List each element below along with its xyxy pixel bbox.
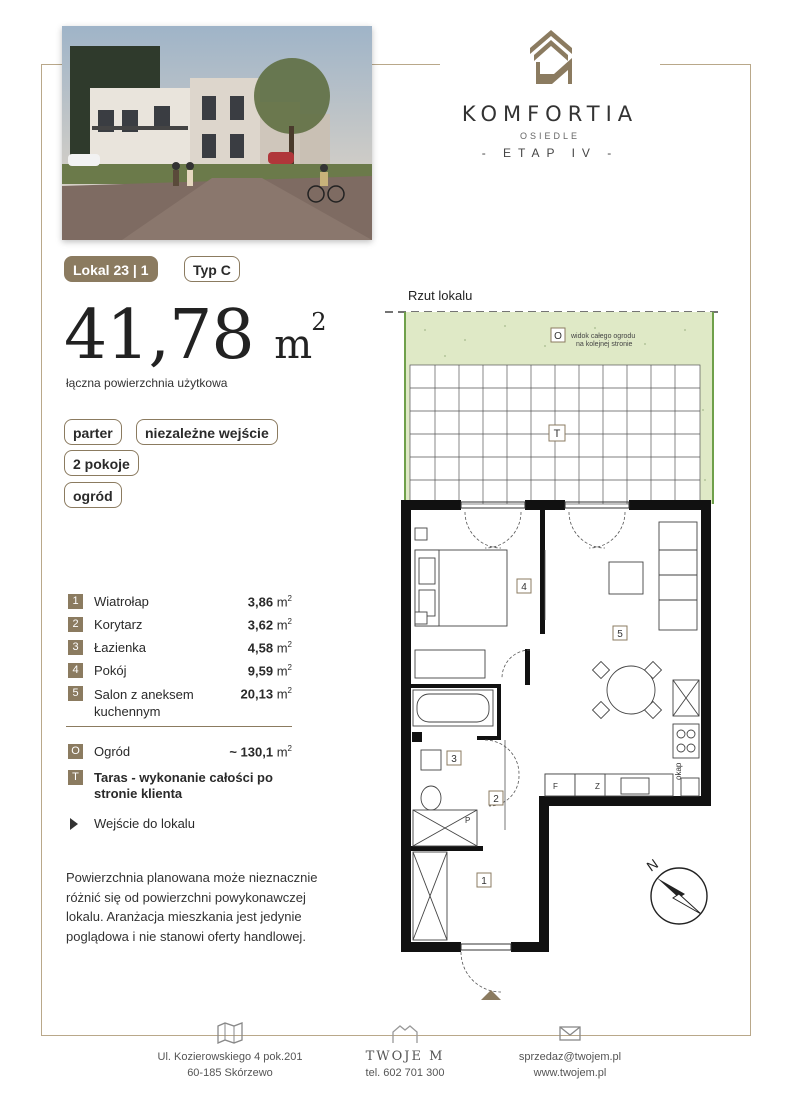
area-unit-sup: 2: [311, 308, 326, 336]
estate-photo: [62, 26, 372, 240]
room-area-unit: m: [276, 617, 288, 633]
room-row: [66, 661, 292, 684]
room-area: [248, 594, 292, 609]
room-number: 3: [68, 640, 83, 655]
address-line-1: Ul. Kozierowskiego 4 pok.201: [157, 1051, 303, 1063]
contact-email[interactable]: sprzedaz@twojem.pl: [518, 1051, 622, 1063]
room-list: [66, 592, 292, 733]
room-number: 5: [68, 686, 83, 701]
room-area-unit: m: [276, 686, 288, 702]
terrace-mark: T: [553, 428, 561, 440]
room-area-sup: 2: [287, 640, 292, 649]
okap-label: okap: [674, 762, 683, 780]
room-label: Korytarz: [94, 617, 143, 632]
room-label: Wiatrołap: [94, 594, 149, 609]
room-mark-2: 2: [493, 794, 499, 805]
room-area-value: 3,86: [247, 594, 274, 610]
room-area: [248, 617, 292, 632]
living-furniture: [545, 522, 699, 796]
entrance-arrow-icon: [70, 818, 78, 830]
legend-garden-area: [229, 744, 292, 759]
compass-label: N: [643, 855, 662, 875]
brand-block: [440, 22, 660, 172]
footer-company: [330, 1022, 480, 1081]
company-name: TWOJE M: [365, 1049, 445, 1064]
map-icon: [216, 1022, 244, 1044]
plan-title: Rzut lokalu: [408, 288, 473, 303]
garden-note-1: widok całego ogrodu: [571, 333, 636, 340]
garden-note-2: na kolejnej stronie: [576, 341, 633, 348]
washer-label: P: [465, 816, 471, 825]
contact-web[interactable]: www.twojem.pl: [533, 1067, 607, 1079]
room-area-sup: 2: [287, 686, 292, 695]
area-label: łączna powierzchnia użytkowa: [66, 376, 228, 390]
room-area-sup: 2: [287, 594, 292, 603]
room-area: [241, 686, 292, 701]
legend-garden-value: ~ 130,1: [229, 744, 274, 760]
room-label: Łazienka: [94, 640, 147, 655]
floor-plan: [385, 300, 725, 1015]
room-area-unit: m: [276, 663, 288, 679]
entrance-arrow-icon: [481, 990, 501, 1000]
brand-subtitle: OSIEDLE: [519, 131, 580, 141]
legend-terrace-mark: T: [68, 770, 83, 785]
room-mark-5: 5: [617, 629, 623, 640]
legend-garden-sup: 2: [287, 744, 292, 753]
room-number: 4: [68, 663, 83, 678]
area-unit: m: [274, 322, 312, 368]
feature-garden: ogród: [64, 482, 122, 508]
freezer-label: Z: [595, 782, 600, 791]
room-label: Salon z aneksem kuchennym: [94, 687, 194, 719]
legend-entrance-label: Wejście do lokalu: [94, 816, 195, 831]
komfortia-logo-icon: [528, 28, 574, 86]
legend-list: [66, 744, 292, 842]
area-value: [64, 296, 326, 375]
company-phone[interactable]: tel. 602 701 300: [365, 1067, 445, 1079]
legend-terrace: [66, 770, 292, 810]
room-area-unit: m: [276, 640, 288, 656]
address-line-2: 60-185 Skórzewo: [187, 1067, 273, 1079]
footer-contact: [500, 1022, 640, 1081]
bedroom-furniture: [415, 528, 507, 678]
room-area-value: 4,58: [247, 640, 274, 656]
mail-icon: [558, 1022, 582, 1044]
room-area: [248, 663, 292, 678]
room-area-unit: m: [276, 594, 288, 610]
legend-entrance: [66, 816, 292, 836]
compass-icon: [644, 856, 707, 924]
room-area: [248, 640, 292, 655]
room-label: Pokój: [94, 663, 127, 678]
area-number: 41,78: [64, 296, 254, 375]
brand-name: KOMFORTIA: [461, 102, 639, 126]
type-badge: Typ C: [184, 256, 240, 282]
legend-garden-unit: m: [276, 744, 288, 760]
disclaimer-note: Powierzchnia planowana może nieznacznie różnić się od powierzchni powykonawczej lokalu. Aranżacja mieszkania jest jedynie poglądowa i nie stanowi oferty handlowej.: [66, 870, 318, 944]
room-area-value: 9,59: [247, 663, 274, 679]
room-area-sup: 2: [287, 663, 292, 672]
room-mark-1: 1: [481, 876, 487, 887]
feature-rooms: 2 pokoje: [64, 450, 139, 476]
bathroom-fixtures: [413, 690, 493, 940]
room-list-divider: [66, 726, 292, 727]
lokal-badge: Lokal 23 | 1: [64, 256, 158, 282]
room-number: 1: [68, 594, 83, 609]
feature-floor: parter: [64, 419, 122, 445]
room-row: [66, 638, 292, 661]
room-area-value: 20,13: [240, 686, 274, 702]
room-mark-4: 4: [521, 582, 527, 593]
legend-garden-label: Ogród: [94, 744, 131, 759]
room-mark-3: 3: [451, 754, 457, 765]
room-row: [66, 615, 292, 638]
footer: [0, 1022, 792, 1112]
feature-entrance: niezależne wejście: [136, 419, 278, 445]
garden-mark: O: [554, 331, 562, 342]
room-row: [66, 592, 292, 615]
footer-address: [150, 1022, 310, 1081]
brand-etap: - ETAP IV -: [481, 146, 619, 160]
house-logo-icon: [390, 1022, 420, 1044]
room-row: [66, 684, 292, 724]
room-area-value: 3,62: [247, 617, 274, 633]
fridge-label: F: [553, 782, 558, 791]
legend-garden: [66, 744, 292, 764]
room-area-sup: 2: [287, 617, 292, 626]
room-number: 2: [68, 617, 83, 632]
legend-garden-mark: O: [68, 744, 83, 759]
legend-terrace-label: Taras - wykonanie całości po stronie klienta: [94, 770, 273, 801]
